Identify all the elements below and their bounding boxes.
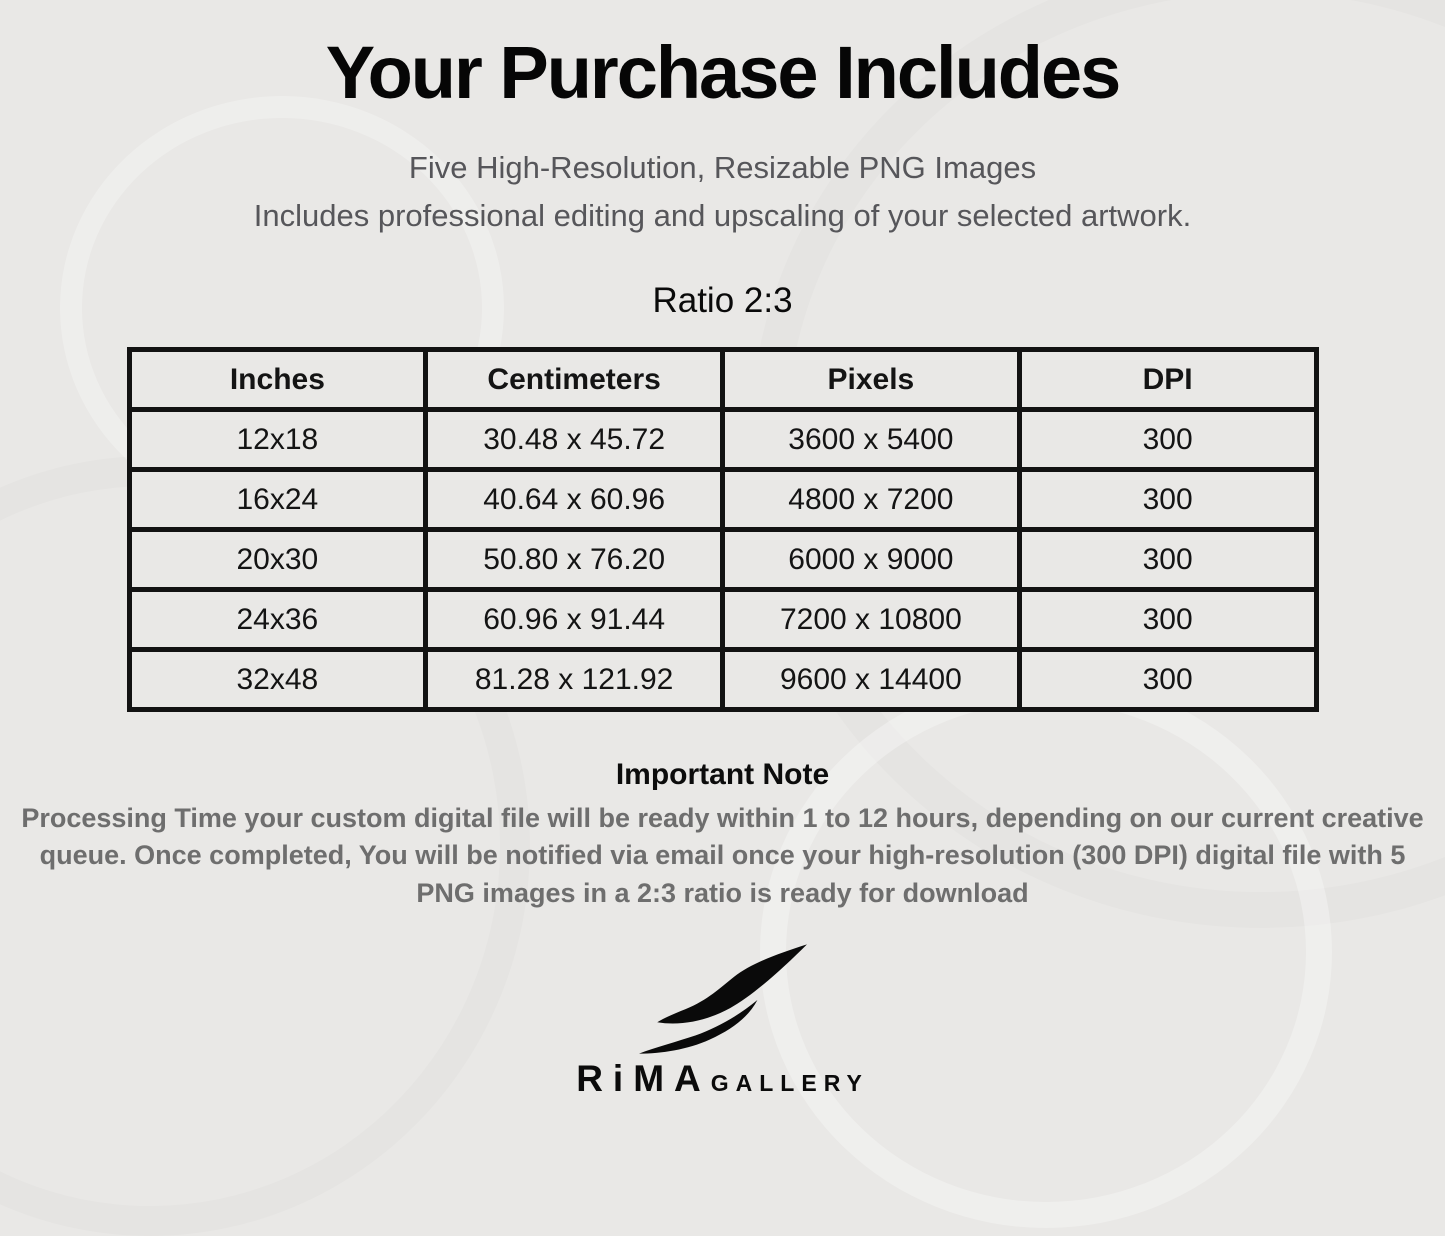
table-cell: 3600 x 5400 (723, 410, 1020, 470)
purchase-info-page (0, 31, 1445, 1100)
table-row (129, 530, 1316, 590)
ratio-heading: Ratio 2:3 (652, 281, 793, 320)
table-cell: 24x36 (129, 590, 426, 650)
table-row (129, 410, 1316, 470)
brand-logo (0, 942, 1445, 1100)
table-cell: 300 (1019, 530, 1316, 590)
subtitle-line-2: Includes professional editing and upscaling of your selected artwork. (253, 198, 1192, 233)
table-cell: 300 (1019, 590, 1316, 650)
table-cell: 30.48 x 45.72 (426, 410, 723, 470)
table-cell: 300 (1019, 410, 1316, 470)
table-cell: 81.28 x 121.92 (426, 650, 723, 710)
table-row (129, 650, 1316, 710)
page-title: Your Purchase Includes (325, 31, 1120, 114)
table-header-row (129, 350, 1316, 410)
table-cell: 60.96 x 91.44 (426, 590, 723, 650)
table-cell: 12x18 (129, 410, 426, 470)
table-cell: 20x30 (129, 530, 426, 590)
brand-suffix: GALLERY (710, 1069, 869, 1096)
col-header-inches: Inches (129, 350, 426, 410)
note-heading: Important Note (615, 758, 830, 791)
table-cell: 9600 x 14400 (723, 650, 1020, 710)
table-cell: 300 (1019, 650, 1316, 710)
table-cell: 300 (1019, 470, 1316, 530)
table-row (129, 590, 1316, 650)
table-cell: 50.80 x 76.20 (426, 530, 723, 590)
table-row (129, 470, 1316, 530)
col-header-pixels: Pixels (723, 350, 1020, 410)
brand-name: RiMA (576, 1057, 711, 1099)
table-cell: 32x48 (129, 650, 426, 710)
note-body: Processing Time your custom digital file will be ready within 1 to 12 hours, depending on our current creative queue. Once completed, You will be notified via email once your high-resolution (300 DPI) digital file with 5 PNG images in a 2:3 ratio is ready for download (21, 803, 1424, 908)
brand-wordmark (576, 1058, 869, 1100)
table-cell: 6000 x 9000 (723, 530, 1020, 590)
table-cell: 7200 x 10800 (723, 590, 1020, 650)
table-cell: 4800 x 7200 (723, 470, 1020, 530)
double-swoosh-icon (637, 942, 809, 1054)
col-header-dpi: DPI (1019, 350, 1316, 410)
table-cell: 40.64 x 60.96 (426, 470, 723, 530)
col-header-centimeters: Centimeters (426, 350, 723, 410)
table-cell: 16x24 (129, 470, 426, 530)
subtitle-line-1: Five High-Resolution, Resizable PNG Images (408, 150, 1037, 185)
size-table (127, 347, 1319, 712)
